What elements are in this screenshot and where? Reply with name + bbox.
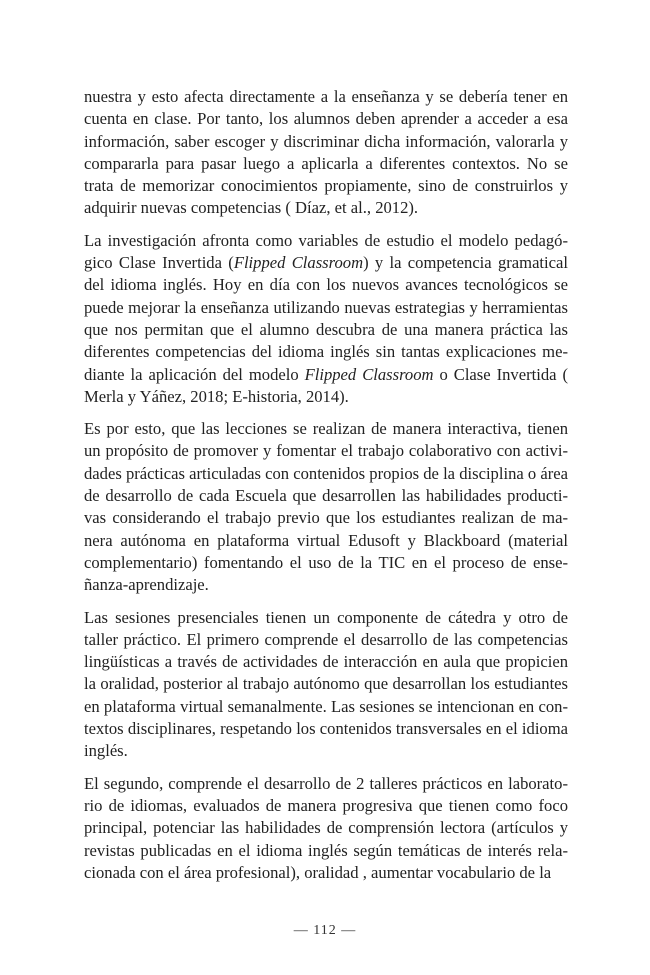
paragraph — [84, 773, 568, 884]
paragraph-italic-text: Flipped Classroom — [233, 253, 364, 273]
paragraph-text: El segundo, comprende el desarrollo de 2 talleres prácticos en laboratorio de idiomas, evaluados de manera progresiva que tienen como foco principal, potenciar las habilidades de comprensión lectora (artículos y revistas publicadas en el idioma inglés según temáticas de interés relacionada con el área profesional), oralidad , aumentar vocabulario de la — [84, 773, 568, 882]
paragraph-text: ) y la competencia gramatical del idioma inglés. Hoy en día con los nuevos avances tecnológicos se puede mejorar la enseñanza utilizando nuevas estrategias y herramientas que nos permitan que el alumno descubra de una manera práctica las diferentes competencias del idioma inglés sin tantas explicaciones mediante la aplicación del modelo — [84, 253, 568, 384]
paragraph-text: Las sesiones presenciales tienen un componente de cátedra y otro de taller práctico. El primero comprende el desarrollo de las competencias lingüísticas a través de actividades de interacción en aula que propicien la oralidad, posterior al trabajo autónomo que desarrollan los estudiantes en plataforma virtual semanalmente. Las sesiones se intencionan en contextos disciplinares, respetando los contenidos transversales en el idioma inglés. — [84, 607, 568, 761]
paragraph — [84, 86, 568, 220]
paragraph-text: Es por esto, que las lecciones se realizan de manera interactiva, tienen un propósito de promover y fomentar el trabajo colaborativo con actividades prácticas articuladas con contenidos propios de la disciplina o área de desarrollo de cada Escuela que desarrollen las habilidades productivas considerando el trabajo previo que los estudiantes realizan de manera autónoma en plataforma virtual Edusoft y Blackboard (material complementario) fomentando el uso de la TIC en el proceso de enseñanza-aprendizaje. — [84, 419, 568, 595]
page-body — [84, 86, 568, 894]
paragraph — [84, 230, 568, 408]
paragraph-italic-text: Flipped Classroom — [304, 364, 434, 384]
paragraph-text: La investigación afronta como variables de estudio el modelo pedagógico Clase Invertida ( — [84, 230, 568, 273]
page-number: — 112 — — [293, 923, 357, 938]
paragraph-text: nuestra y esto afecta directamente a la enseñanza y se debería tener en cuenta en clase. Por tanto, los alumnos deben aprender a acceder a esa información, saber escoger y discriminar dicha información, valorarla y compararla para pasar luego a aplicarla a diferentes contextos. No se trata de memorizar conocimientos propiamente, sino de construirlos y adquirir nuevas competencias ( Díaz, et al., 2012). — [84, 87, 568, 218]
paragraph-text: o Clase Invertida ( Merla y Yáñez, 2018; E-historia, 2014). — [84, 364, 568, 406]
paragraph — [84, 418, 568, 596]
paragraph — [84, 607, 568, 763]
